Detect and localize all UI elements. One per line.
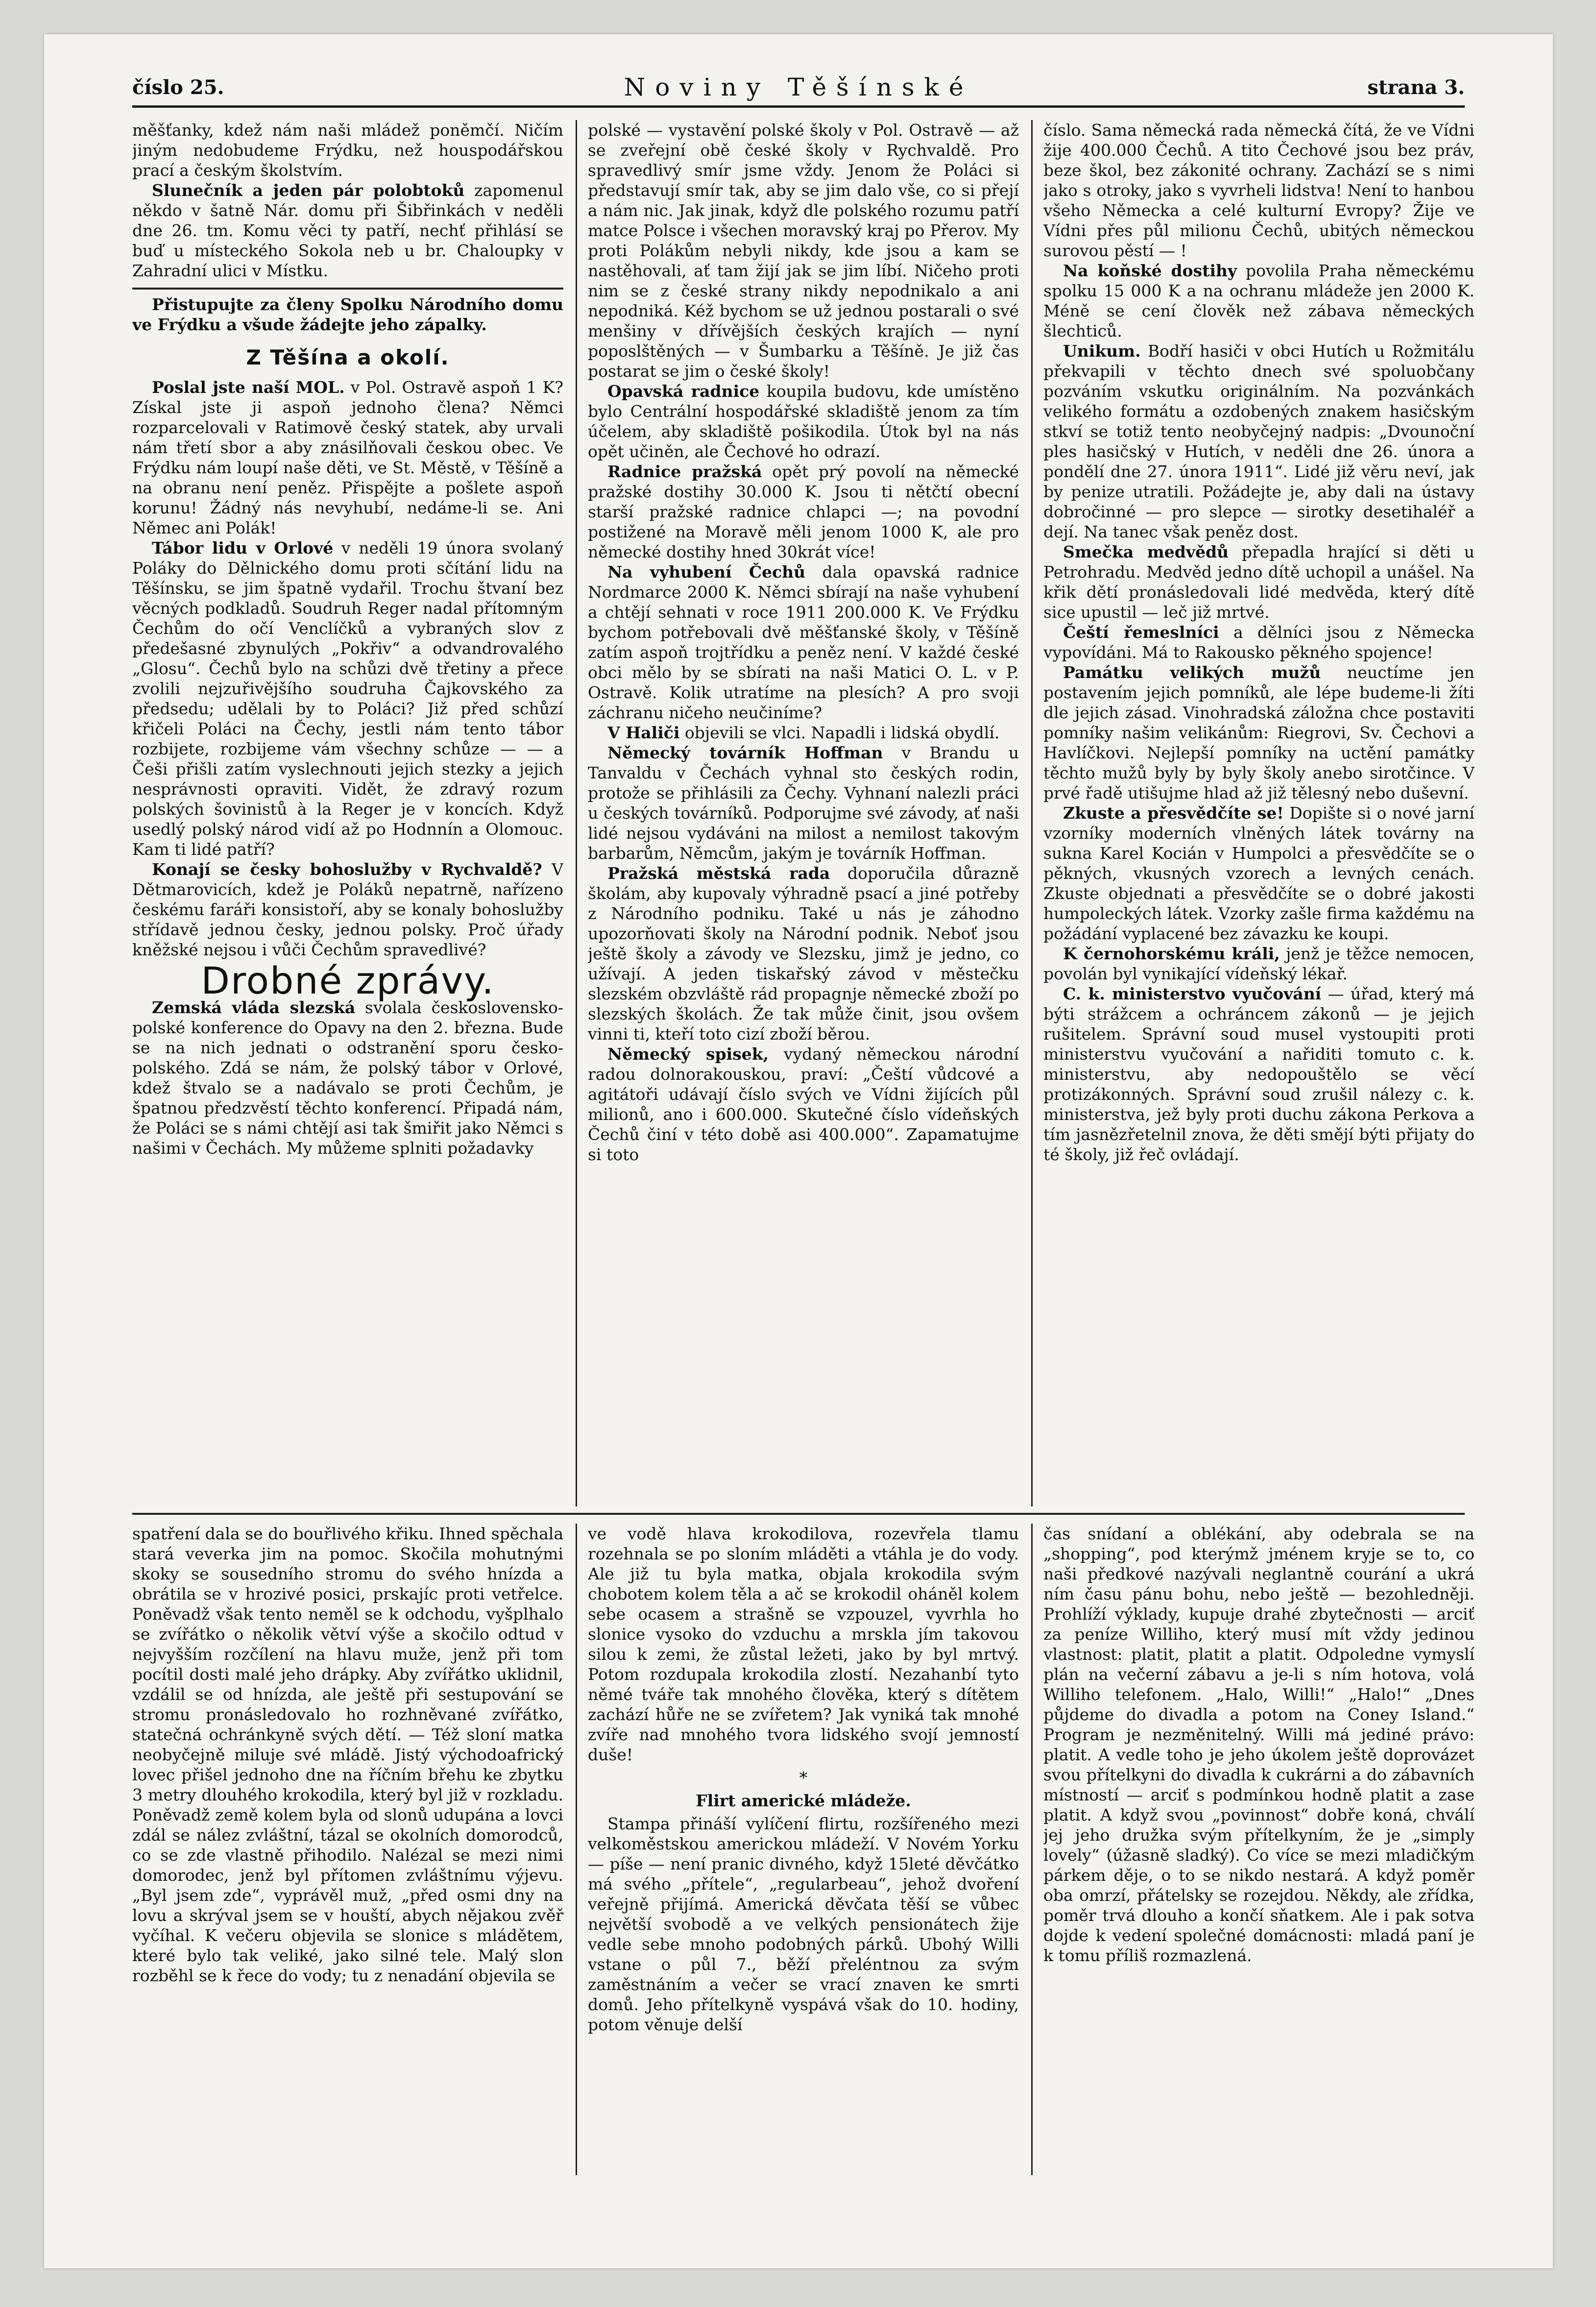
story-text: spatření dala se do bouřlivého křiku. Ihned spěchala stará veverka jim na pomoc. Skočila mohutnými skoky se sousedního stromu do svého hnízda a obrátila se v hrozivé posici, prskajíc proti vetřelce. Poněvadž však tento neměl se k odchodu, vyšplhalo se zvířátko o několik větví výše a skočilo odtud v nejvyšším rozčílení na hlavu muže, jenž při tom pocítil dosti malé jeho drápky. Aby zvířátko uklidnil, vzdálil se od hnízda, ale ještě při sestupování se stromu pronásledovalo ho rozhněvané zvířátko, statečná ochránkyně svých dětí. — Též sloní matka neobyčejně miluje své mládě. Jistý východoafrický lovec přišel jednoho dne na říčním břehu ke zbytku 3 metry dlouhého krokodila, který byl již v rozkladu. Poněvadž země kolem byla od slonů udupána a lovci zdál se nález zvláštní, tázal se okolních domorodců, co se zde vlastně přihodilo. Nalézal se mezi nimi domorodec, jenž byl přítomen zvláštnímu výjevu. „Byl jsem zde“, vyprávěl muž, „před osmi dny na lovu a skrýval jsem se v houští, abych nějakou zvěř vyčíhal. K večeru objevila se slonice s mládětem, které bylo tak veliké, jako silné tele. Malý slon rozběhl se k řece do vody; tu z nenadání objevila se — [132, 1524, 563, 1985]
article: Konají se česky bohoslužby v Rychvaldě? V Dětmarovicích, kdež je Poláků nepatrně, nařízeno českému faráři konsistoří, aby se konaly bohoslužby střídavě jednou česky, jednou polsky. Proč úřady kněžské nejsou i vůči Čechům spravedlivé? — [132, 860, 563, 959]
story-heading: Flirt americké mládeže. — [696, 1791, 911, 1810]
article-text: měšťanky, kdež nám naši mládež poněmčí. Ničím jiným nedobudeme Frýdku, než houspodářskou prací a českým školstvím. — [132, 121, 563, 180]
article: Památku velikých mužů neuctíme jen postavením jejich pomníků, ale lépe budeme-li žíti dle jejich zásad. Vinohradská záložna chce postaviti pomníky našim velikánům: Riegrovi, Sv. Čechovi a Havlíčkovi. Nejlepší pomníky na uctění památky těchto mužů byly by byly školy anebo sirotčince. V prvé řadě utišujme hlad až již tělesný nebo duševní. — [1043, 663, 1475, 802]
article: Poslal jste naší MOL. v Pol. Ostravě aspoň 1 K? Získal jste ji aspoň jednoho člena? Němci rozparcelovali v Ratimově český statek, aby urvali nám třetí sbor a aby znásilňovali českou obec. Ve Frýdku nám loupí naše děti, ve St. Městě, v Těšíně a na obranu není peněz. Přispějte a pošlete aspoň korunu! Žádný nás nevyhubí, nedáme-li se. Ani Němec ani Polák! — [132, 378, 563, 537]
article: Na koňské dostihy povolila Praha německému spolku 15 000 K a na ochranu mládeže jen 2000 K. Méně se cení člověk než zábava německých šlechticů. — [1043, 261, 1475, 340]
story-text: Stampa přináší vylíčení flirtu, rozšířeného mezi velkoměstskou americkou mládeží. V Novém Yorku — píše — není pranic divného, když 15leté děvčátko má svého „přítele“, „regularbeau“, jehož dvoření veřejně přijímá. Americká děvčata těší se vůbec největší svobodě a ve velkých pensionátech žije vedle sebe mnoho podobných párků. Ubohý Willi vstane o půl 7., běží přeléntnou za svým zaměstnáním a večer se vrací znaven ke smrti domů. Jeho přítelkyně vyspává však do 10. hodiny, potom věnuje delší — [588, 1814, 1019, 2034]
news-heading: Drobné zprávy. — [201, 959, 495, 1002]
section-heading: Z Těšína a okolí. — [246, 345, 450, 369]
article: Čeští řemeslníci a dělníci jsou z Německa vypovídáni. Má to Rakousko pěkného spojence! — [1043, 623, 1475, 662]
article: V Haliči objevili se vlci. Napadli i lidská obydlí. — [607, 723, 1000, 742]
section-divider — [132, 1513, 1465, 1515]
masthead-title: Noviny Těšínské — [624, 73, 973, 101]
article: Zemská vláda slezská svolala československo-polské konference do Opavy na den 2. března. Bude se na nich jednati o odstranění sporu česko-polského. Zdá se nám, že polský tábor v Orlové, kdež štvalo se a nadávalo se proti Čechům, je špatnou předzvěstí těchto konferencí. Připadá nám, že Poláci se s námi chtějí asi tak šmiřit jako Němci s našimi v Čechách. My můžeme splniti požadavky — [132, 998, 563, 1158]
article: Tábor lidu v Orlové v neděli 19 února svolaný Poláky do Dělnického domu proti sčítání lidu na Těšínsku, se jim špatně vydařil. Trochu štvaní bez věcných podkladů. Soudruh Reger nadal přítomným Čechům do očí Venclíčků a vybraných slov z předešasné zbynulých „Pokřiv“ a odvandrovalého „Glosu“. Čechů bylo na schůzi dvě třetiny a přece zvolili nejzuřivějšího soudruha Čajkovského za předsedu; udělali by to Poláci? Již před schůzí křičeli Poláci na Čechy, jestli nám tento tábor rozbijete, rozbijeme vám všechny schůze — — a Češi přišli zatím vyslechnouti jejich stezky a jejich nesprávnosti opraviti. Vidět, že zdravý rozum polských šovinistů à la Reger je v koncích. Když usedlý polský národ vidí až po Hodnnín a Olomouc. Kam ti lidé patří? — [132, 538, 563, 859]
story-column-3 — [1043, 1524, 1475, 2175]
column-1-top — [132, 120, 563, 1506]
article: Smečka medvědů přepadla hrající si děti u Petrohradu. Medvěd jedno dítě uchopil a unášel. Na křik dětí pronásledovali lidé medvěda, který dítě sice upustil — leč již mrtvé. — [1043, 542, 1475, 622]
column-rule — [576, 120, 577, 1506]
story-text: ve vodě hlava krokodilova, rozevřela tlamu rozehnala se po sloním mláděti a vtáhla je do vody. Ale již tu byla matka, objala krokodila svým chobotem kolem těla a ač se krokodil oháněl kolem sebe ocasem a strašně se vzpouzel, vyvrhla ho slonice vysoko do vzduchu a mrskla jím takovou silou k zemi, že zůstal ležeti, jako by byl mrtvý. Potom rozdupala krokodila zlostí. Nezahanbí tyto němé tváře tak mnohého člověka, který s dítětem zachází hůře ne se zvířetem? Jak vyniká tak mnohé zvíře nad mnohého tvora lidského svojí jemností duše! — [588, 1524, 1019, 1764]
story-text: čas snídaní a oblékání, aby odebrala se na „shopping“, pod kterýmž jménem kryje se to, co naši předkové nazývali neglantně courání a ukrá ním času pánu bohu, nebo ještě — bezohledněji. Prohlíží výklady, kupuje drahé zbytečnosti — arciť za peníze Williho, který musí mít vždy jedinou vlastnost: platit, platit a platit. Odpoledne vymyslí plán na večerní zábavu a je-li s ním hotova, volá Williho telefonem. „Halo, Willi!“ „Halo!“ „Dnes půjdeme do divadla a potom na Coney Island.“ Program je nezměnitelný. Willi má jediné právo: platit. A vedle toho je jeho úkolem ještě doprovázet svou přítelkyni do divadla k cukrárni a do zábavních místností — arciť s podmínkou hodně platit a zase platit. A když svou „povinnost“ dobře koná, chválí jej jeho družka svým přítelkyním, že je „simply lovely“ (úžasně sladký). Co více se mezi mladičkým párkem děje, o to se nikdo nestará. A když poměr oba omrzí, přátelsky se rozejdou. Někdy, ale zřídka, poměr trvá dlouho a končí sňatkem. Ale i pak sotva dojde k vedení společné domácnosti: mladá paní je k tomu příliš rozmazlená. — [1043, 1524, 1475, 1965]
page-number: strana 3. — [1367, 76, 1465, 99]
article: Zkuste a přesvědčíte se! Dopište si o nové jarní vzorníky moderních vlněných látek továrny na sukna Karel Kocián v Humpolci a přesvědčíte se o pěkných, vkusných vzorech a levných cenách. Zkuste objednati a přesvědčíte se o dobré jakosti humpoleckých látek. Vzorky zašle firma každému na požádání vyplacené bez závazku ke koupi. — [1043, 803, 1475, 943]
story-column-1 — [132, 1524, 563, 2175]
article: Opavská radnice koupila budovu, kde umístěno bylo Centrální hospodářské skladiště jenom za tím účelem, aby skladiště pošikodila. Útok byl na nás opět učiněn, ale Čechové ho odrazí. — [588, 382, 1019, 461]
column-rule — [1031, 1524, 1033, 2175]
column-rule — [576, 1524, 577, 2175]
article: Pražská městská rada doporučila důrazně školám, aby kupovaly výhradně psací a jiné potřeby z Národního podniku. Také u nás je záhodno upozorňovati školy na Národní podnik. Neboť jsou ještě školy a závody ve Slezsku, jimž je jedno, co užívají. A jeden tiskařský závod v městečku slezském obzvláště rád propagnje německé zboží po slezských školách. Že tak může činit, jsou ovšem vinni ti, kteří toto cizí zboží běrou. — [588, 864, 1019, 1044]
newspaper-page — [44, 34, 1553, 2268]
article: Radnice pražská opět prý povolí na německé pražské dostihy 30.000 K. Jsou ti nětčtí obecní starší pražské radnice chlapci —; na povodní postižené na Moravě měli jenom 1000 K, ale pro německé dostihy hned 30krát více! — [588, 462, 1019, 561]
appeal-notice: Přistupujte za členy Spolku Národního domu ve Frýdku a všude žádejte jeho zápalky. — [132, 295, 563, 334]
column-2-top — [588, 120, 1019, 1506]
story-column-2 — [588, 1524, 1019, 2175]
page-header — [132, 71, 1465, 108]
article-text: číslo. Sama německá rada německá čítá, že ve Vídni žije 400.000 Čechů. A tito Čechové jsou bez práv, beze škol, bez zákonité ochrany. Zachází se s nimi jako s otroky, jako s vyvrheli lidstva! Není to hanbou všeho Německa a celé kulturní Evropy? Žije ve Vídni přes půl milionu Čechů, ubitých německou surovou pěstí — ! — [1043, 121, 1475, 260]
issue-number: číslo 25. — [132, 76, 224, 99]
article: Německý spisek, vydaný německou národní radou dolnorakouskou, praví: „Čeští vůdcové a agitátoři udávají číslo svých ve Vídni žijících půl milionů, ano i 600.000. Skutečné číslo vídeňských Čechů činí v této době asi 400.000“. Zapamatujme si toto — [588, 1044, 1019, 1164]
article: C. k. ministerstvo vyučování — úřad, který má býti strážcem a ochráncem zákonů — je jejich rušitelem. Správní soud musel vystoupiti proti ministerstvu vyučování a nařiditi tomuto c. k. ministerstvu, aby nedopouštělo se věcí protizákonných. Správní soud zrušil nálezy c. k. ministerstva, jež byly proti duchu zákona Perkova a tím jasnězřetelnil znova, že děti smějí býti přijaty do té školy, již řeč ovládají. — [1043, 984, 1475, 1164]
article: Německý továrník Hoffman v Brandu u Tanvaldu v Čechách vyhnal sto českých rodin, protože se přihlásili za Čechy. Vyhnaní nalezli práci u českých továrníků. Podporujme své závody, ať naši lidé nejsou vydáváni na milost a nemilost takovým barbarům, Němcům, jakým je továrník Hoffman. — [588, 743, 1019, 863]
article: Na vyhubení Čechů dala opavská radnice Nordmarce 2000 K. Němci sbírají na naše vyhubení a chtějí sehnati v roce 1911 200.000 K. Ve Frýdku bychom potřebovali dvě měšťanské školy, v Těšíně zatím aspoň trojtřídku a peněz není. V každé české obci mělo by se sbírati na naši Matici O. L. v P. Ostravě. Kolik utratíme na plesích? A pro svoji záchranu ničeho neučiníme? — [588, 562, 1019, 722]
article: Slunečník a jeden pár polobtoků zapomenul někdo v šatně Nár. domu při Šibřinkách v neděli dne 26. tm. Komu věci ty patří, nechť přihlásí se buď u místeckého Sokola neb u br. Chaloupky v Zahradní ulici v Místku. — [132, 181, 563, 280]
article-text: polské — vystavění polské školy v Pol. Ostravě — až se zveřejní obě české školy v Rychvaldě. Pro spravedlivý smír jsme vždy. Jenom že Poláci si představují smír tak, aby se jim dalo vše, co si přejí a nám nic. Jak jinak, když dle polského rozumu patří matce Polsce i všechen moravský kraj po Přerov. My proti Polákům nebyli nikdy, kde jsou a kam se nastěhovali, ať tam žijí jak se jim líbí. Ničeho proti nim se z české strany nikdy nepodnikalo a ani nepodniká. Kéž bychom se už jednou postarali o své menšiny v dřívějších českých krajích — nyní poposlštěných — v Šumbarku a Těšíně. Je již čas postarat se jim o české školy! — [588, 121, 1019, 381]
divider — [132, 288, 563, 290]
article: Unikum. Bodří hasiči v obci Hutích u Rožmitálu překvapili v těchto dnech své spoluobčany pozváním vskutku originálním. Na pozvánkách velikého formátu a ozdobených znakem hasičským stkví se totiž tento neobyčejný nadpis: „Dvounoční ples hasičský v Hutích, v neděli dne 26. února a pondělí dne 27. února 1911“. Lidé již věru neví, jak by penize utratili. Požádejte je, aby dali na ústavy dobročinné — pro slepce — sirotky desetihaléř a dejí. Na tanec však peněz dost. — [1043, 341, 1475, 541]
separator-star: * — [799, 1768, 808, 1787]
article: K černohorskému králi, jenž je těžce nemocen, povolán byl vynikající vídeňský lékař. — [1043, 944, 1475, 983]
column-3-top — [1043, 120, 1475, 1506]
column-rule — [1031, 120, 1033, 1506]
